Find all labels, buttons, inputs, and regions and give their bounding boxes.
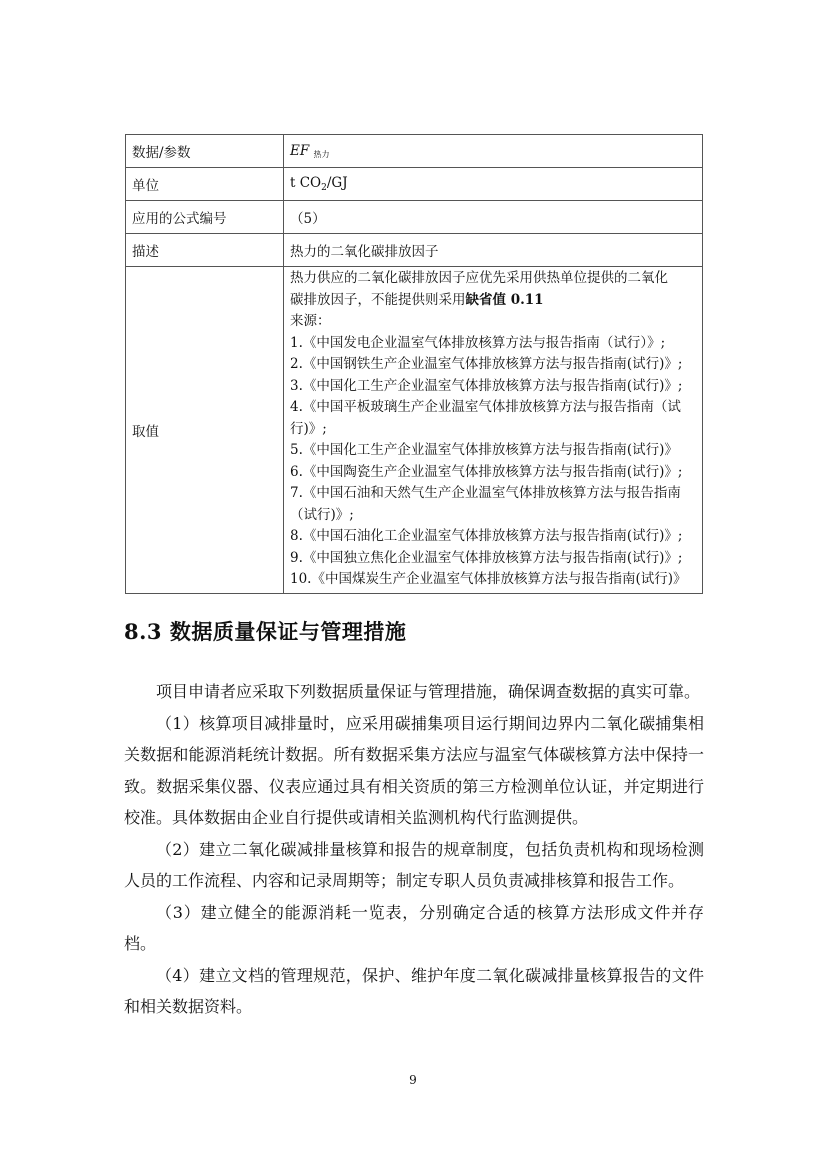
default-value: 缺省值 0.11 <box>465 291 544 308</box>
value-key: 取值 <box>126 267 284 594</box>
formula-key: 应用的公式编号 <box>126 201 284 234</box>
unit-key: 单位 <box>126 168 284 201</box>
source-item: 行)》; <box>290 420 327 437</box>
source-item: （试行)》; <box>290 506 354 523</box>
paragraph: （3）建立健全的能源消耗一览表，分别确定合适的核算方法形成文件并存档。 <box>124 902 704 953</box>
source-item: 5.《中国化工生产企业温室气体排放核算方法与报告指南(试行)》 <box>290 442 678 458</box>
paragraph: （2）建立二氧化碳减排量核算和报告的规章制度，包括负责机构和现场检测人员的工作流程、内容和记录周期等；制定专职人员负责减排核算和报告工作。 <box>124 839 704 890</box>
section-body <box>124 676 704 1023</box>
table-row <box>126 201 703 234</box>
value-intro-line: 热力供应的二氧化碳排放因子应优先采用供热单位提供的二氧化 <box>290 270 668 286</box>
description-value: 热力的二氧化碳排放因子 <box>284 234 703 267</box>
source-label: 来源： <box>290 313 331 329</box>
table-row <box>126 135 703 168</box>
table-row <box>126 168 703 201</box>
value-content <box>284 267 703 594</box>
source-item: 1.《中国发电企业温室气体排放核算方法与报告指南（试行）》; <box>290 334 666 351</box>
source-item: 8.《中国石油化工企业温室气体排放核算方法与报告指南(试行)》; <box>290 528 683 544</box>
paragraph: 项目申请者应采取下列数据质量保证与管理措施，确保调查数据的真实可靠。 <box>156 682 701 701</box>
source-item: 10.《中国煤炭生产企业温室气体排放核算方法与报告指南(试行)》 <box>290 571 687 587</box>
source-item: 7.《中国石油和天然气生产企业温室气体排放核算方法与报告指南 <box>290 485 681 501</box>
source-item: 6.《中国陶瓷生产企业温室气体排放核算方法与报告指南(试行)》; <box>290 463 683 480</box>
source-item: 3.《中国化工生产企业温室气体排放核算方法与报告指南(试行)》; <box>290 377 683 394</box>
value-intro-line: 碳排放因子，不能提供则采用缺省值 0.11 <box>290 291 544 308</box>
formula-value: （5） <box>284 201 703 234</box>
source-item: 4.《中国平板玻璃生产企业温室气体排放核算方法与报告指南（试 <box>290 399 681 415</box>
source-item: 9.《中国独立焦化企业温室气体排放核算方法与报告指南(试行)》; <box>290 549 683 566</box>
page-number: 9 <box>409 1073 417 1087</box>
paragraph: （4）建立文档的管理规范，保护、维护年度二氧化碳减排量核算报告的文件和相关数据资料。 <box>124 965 704 1016</box>
source-item: 2.《中国钢铁生产企业温室气体排放核算方法与报告指南(试行)》; <box>290 356 683 372</box>
param-key: 数据/参数 <box>126 135 284 168</box>
parameter-table <box>125 134 703 594</box>
paragraph: （1）核算项目减排量时，应采用碳捕集项目运行期间边界内二氧化碳捕集相关数据和能源消耗统计数据。所有数据采集方法应与温室气体碳核算方法中保持一致。数据采集仪器、仪表应通过具有相关资质的第三方检测单位认证，并定期进行校准。具体数据由企业自行提供或请相关监测机构代行监测提供。 <box>124 713 704 827</box>
section-heading: 8.3 数据质量保证与管理措施 <box>124 619 407 644</box>
table-row <box>126 234 703 267</box>
unit-value: t $CO_2/GJ$ <box>284 168 703 201</box>
description-key: 描述 <box>126 234 284 267</box>
param-value <box>284 135 703 168</box>
ef-symbol: EF <box>290 142 310 159</box>
ef-subscript: 热力 <box>313 149 330 159</box>
table-row <box>126 267 703 594</box>
